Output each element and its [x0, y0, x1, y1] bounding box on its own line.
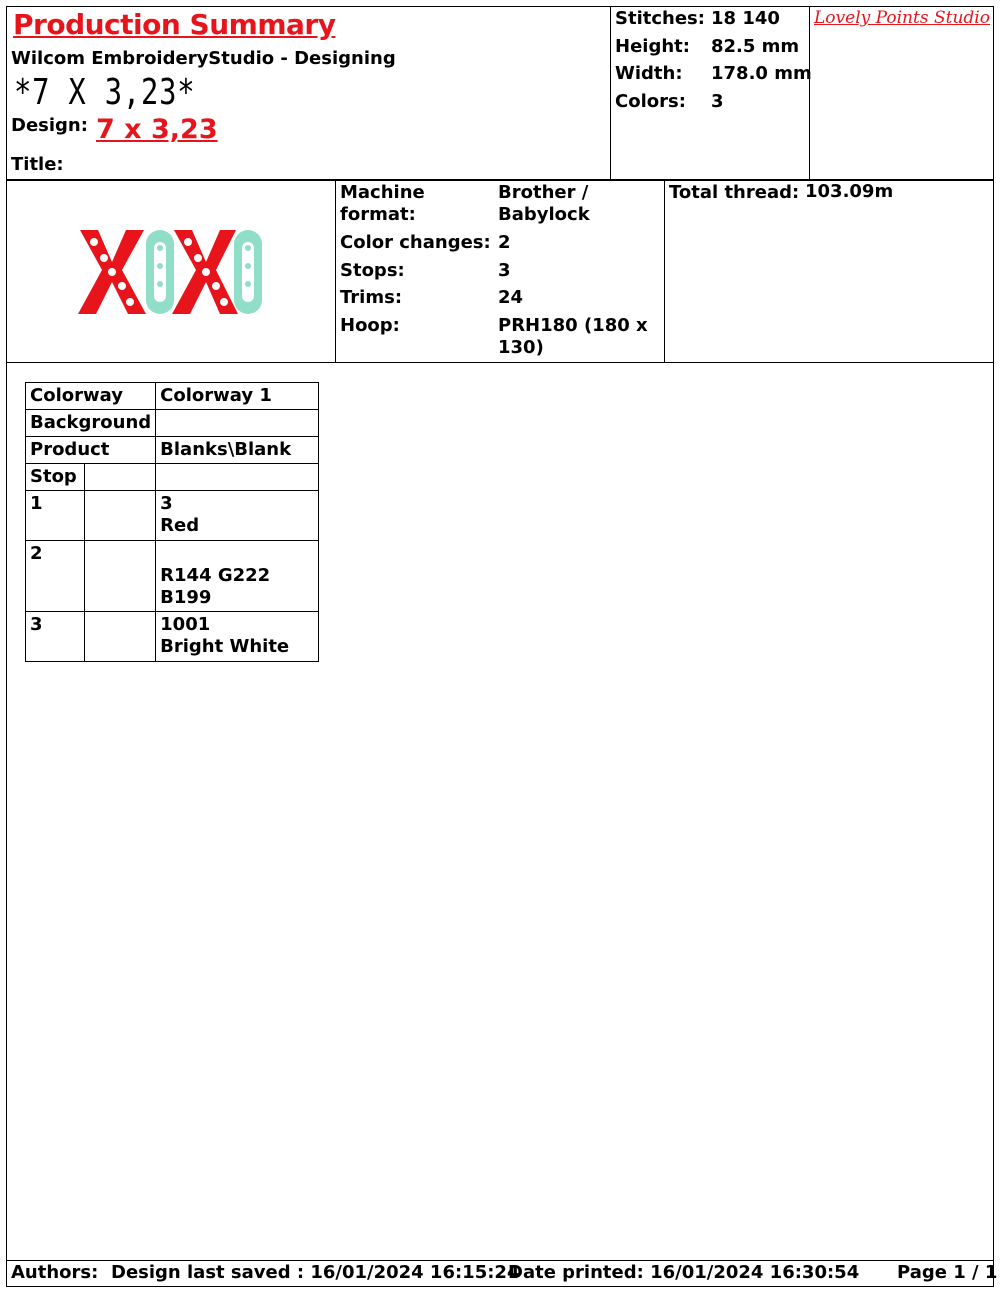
preview-letter-x1	[78, 230, 146, 314]
header-divider-logo	[809, 6, 810, 180]
thread-name: R144 G222 B199	[160, 565, 271, 608]
trims-value: 24	[498, 287, 524, 308]
machine-format-value-line1: Brother /	[498, 182, 589, 203]
width-label: Width:	[615, 63, 683, 84]
product-label: Product	[26, 437, 156, 464]
machine-format-label-line1: Machine	[340, 182, 425, 203]
height-value: 82.5 mm	[711, 36, 800, 57]
title-label: Title:	[11, 154, 64, 175]
hoop-value	[498, 315, 648, 359]
stop-number: 1	[26, 491, 85, 541]
footer-authors: Authors:	[11, 1262, 99, 1283]
table-row	[26, 464, 319, 491]
colorway-value: Colorway 1	[156, 383, 319, 410]
table-row	[26, 383, 319, 410]
table-row	[26, 437, 319, 464]
thread-info	[156, 541, 319, 612]
preview-letter-x2	[172, 230, 238, 314]
thread-info	[156, 491, 319, 541]
thread-name: Red	[160, 515, 200, 536]
total-thread-value: 103.09m	[805, 181, 894, 202]
info-bottom-rule	[6, 362, 994, 363]
hoop-label: Hoop:	[340, 315, 400, 336]
stop-header: Stop	[26, 464, 85, 491]
width-value: 178.0 mm	[711, 63, 812, 84]
design-value: 7 x 3,23	[96, 114, 218, 145]
thread-code: 1001	[160, 614, 211, 635]
colors-label: Colors:	[615, 91, 686, 112]
height-label: Height:	[615, 36, 690, 57]
color-swatch	[85, 541, 156, 612]
thread-code: 3	[160, 493, 173, 514]
thread-name: Bright White	[160, 636, 290, 657]
trims-label: Trims:	[340, 287, 403, 308]
machine-format-label	[340, 182, 425, 226]
stitches-label: Stitches:	[615, 8, 705, 29]
footer-date-printed: Date printed: 16/01/2024 16:30:54	[508, 1262, 860, 1283]
color-swatch	[85, 491, 156, 541]
machine-format-value	[498, 182, 590, 226]
machine-format-value-line2: Babylock	[498, 204, 590, 225]
design-label: Design:	[11, 115, 88, 136]
background-value	[156, 410, 319, 437]
page-title: Production Summary	[13, 8, 336, 41]
swatch-header	[85, 464, 156, 491]
preview-letter-o2	[234, 230, 262, 314]
footer-last-saved: Design last saved : 16/01/2024 16:15:24	[111, 1262, 520, 1283]
total-thread-label: Total thread:	[669, 182, 800, 203]
colorway-label: Colorway	[26, 383, 156, 410]
design-name-large: *7 X 3,23*	[14, 72, 196, 113]
table-row	[26, 491, 319, 541]
design-preview	[70, 222, 270, 322]
thread-info	[156, 612, 319, 662]
stop-number: 3	[26, 612, 85, 662]
machine-divider	[664, 180, 665, 362]
header-divider-stats	[610, 6, 611, 180]
stops-label: Stops:	[340, 260, 405, 281]
hoop-value-line2: 130)	[498, 337, 544, 358]
background-label: Background	[26, 410, 156, 437]
software-name: Wilcom EmbroideryStudio - Designing	[11, 48, 396, 69]
stitches-value: 18 140	[711, 8, 780, 29]
table-row	[26, 612, 319, 662]
footer-rule	[6, 1260, 994, 1261]
color-changes-value: 2	[498, 232, 511, 253]
colors-value: 3	[711, 91, 724, 112]
table-row	[26, 410, 319, 437]
color-swatch	[85, 612, 156, 662]
hoop-value-line1: PRH180 (180 x	[498, 315, 648, 336]
studio-logo: Lovely Points Studio	[814, 8, 990, 28]
colorway-table	[25, 382, 319, 662]
thread-header	[156, 464, 319, 491]
stop-number: 2	[26, 541, 85, 612]
preview-divider	[335, 180, 336, 362]
machine-format-label-line2: format:	[340, 204, 416, 225]
thread-code	[160, 543, 314, 565]
preview-letter-o1	[146, 230, 174, 314]
color-changes-label: Color changes:	[340, 232, 491, 253]
product-value: Blanks\Blank	[156, 437, 319, 464]
table-row	[26, 541, 319, 612]
footer-page-number: Page 1 / 1	[897, 1262, 998, 1283]
stops-value: 3	[498, 260, 511, 281]
